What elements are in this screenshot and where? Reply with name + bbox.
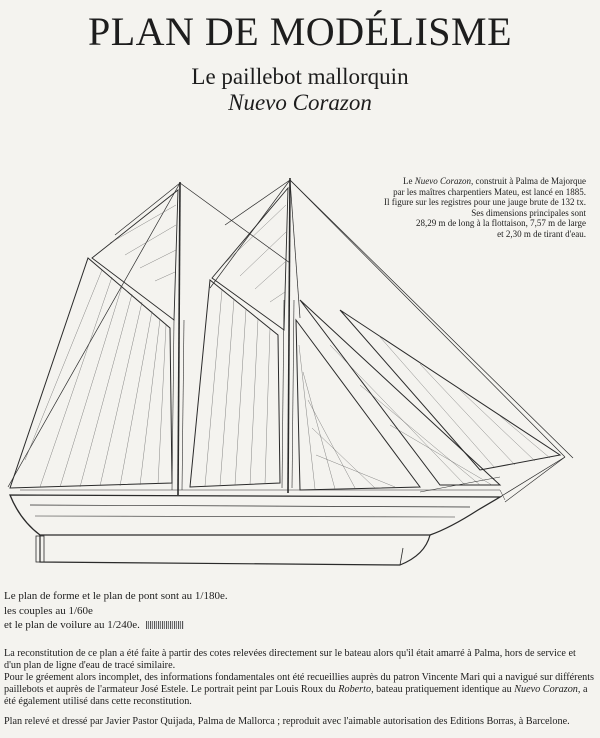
page-subtitle: Le paillebot mallorquin: [191, 64, 409, 89]
scale-line-2: les couples au 1/60e: [4, 604, 93, 617]
ship-description: Le Nuevo Corazon, construit à Palma de Majorque par les maîtres charpentiers Mateu, est lancé en 1885. Il figure sur les registres pour une jauge brute de 132 tx. Ses dimensions principales sont 28,29 m de long à la flottaison, 7,57 m de large et 2,30 m de tirant d'eau.: [384, 176, 586, 239]
body-text: [4, 648, 594, 708]
ship-name-heading: Nuevo Corazon: [228, 90, 372, 115]
hull: [10, 495, 500, 565]
ship-name-inline: Nuevo Corazon: [414, 176, 472, 186]
sail-plan-drawing: [0, 170, 600, 575]
main-topsail: [212, 188, 288, 330]
staysails: [296, 300, 560, 490]
mast-ladders: [172, 300, 294, 490]
scale-bar-graphic: [146, 621, 184, 629]
page-title: PLAN DE MODÉLISME: [87, 9, 513, 54]
main-gaff-sail: [190, 280, 280, 487]
fore-gaff-sail: [10, 258, 172, 488]
scale-line-3: et le plan de voilure au 1/240e.: [4, 618, 228, 633]
paragraph-rigging: Pour le gréement alors incomplet, des informations fondamentales ont été recueillies auprès du patron Vincente Mari qui a navigué sur différents paillebots et auprès de l'armateur José Estele. Le portrait peint par Louis Roux du Roberto, bateau pratiquement identique au Nuevo Corazon, a été également utilisé dans cette reconstitution.: [4, 671, 594, 707]
masts: [178, 178, 290, 495]
credit-line: Plan relevé et dressé par Javier Pastor Quijada, Palma de Mallorca ; reproduit avec l'aimable autorisation des Editions Borras, à Barcelone.: [4, 716, 570, 727]
scale-line-1: Le plan de forme et le plan de pont sont au 1/180e.: [4, 590, 228, 602]
rigging-lines: [8, 180, 573, 502]
paragraph-reconstitution: La reconstitution de ce plan a été faite à partir des cotes relevées directement sur le bateau alors qu'il était amarré à Palma, hors de service et d'un plan de ligne d'eau de tracé similaire.: [4, 648, 576, 671]
scales-block: [4, 589, 228, 633]
